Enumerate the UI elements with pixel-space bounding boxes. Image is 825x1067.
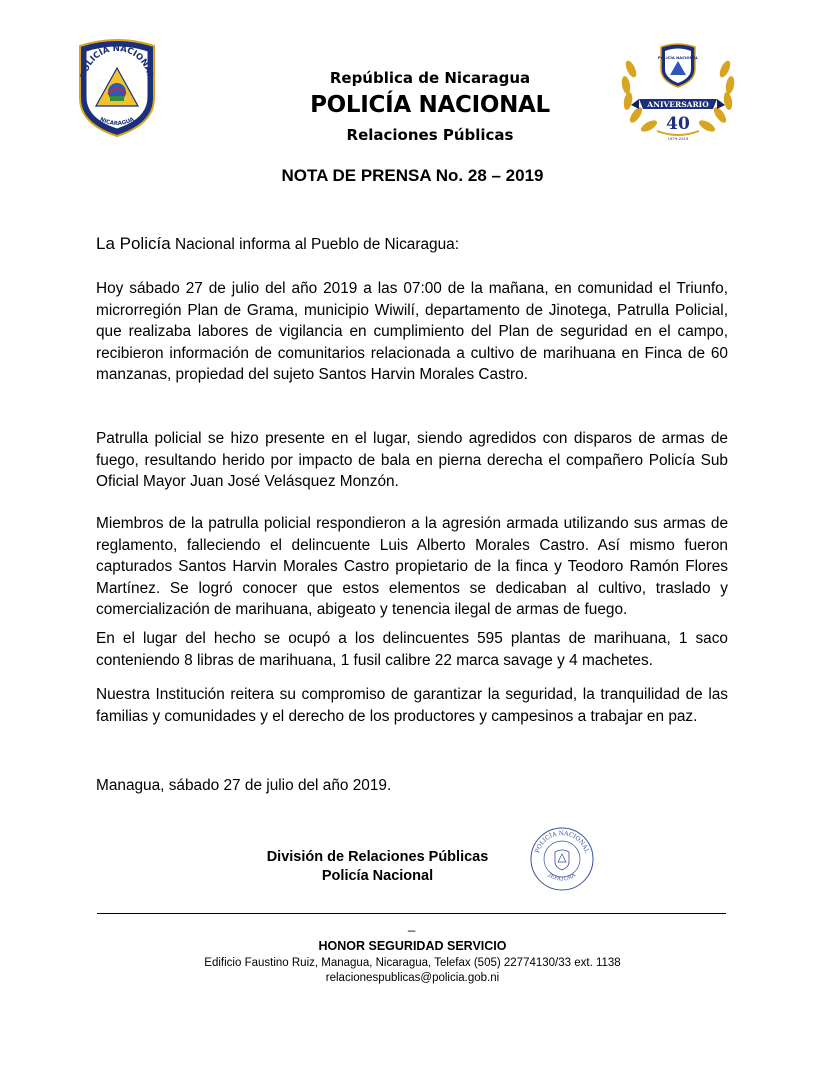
greeting: [96, 233, 728, 256]
header-institution: POLICÍA NACIONAL: [310, 92, 550, 118]
paragraph: En el lugar del hecho se ocupó a los delincuentes 595 plantas de marihuana, 1 saco conteniendo 8 libras de marihuana, 1 fusil calibre 22 marca savage y 4 machetes.: [96, 630, 728, 669]
paragraph: Nuestra Institución reitera su compromiso de garantizar la seguridad, la tranquilidad de las familias y comunidades y el derecho de los productores y campesinos a trabajar en paz.: [96, 686, 728, 725]
policia-nacional-logo: [72, 36, 162, 138]
svg-text:POLICÍA NACIONAL: POLICÍA NACIONAL: [657, 55, 699, 60]
svg-text:POLICÍA NACIONAL: POLICÍA NACIONAL: [79, 43, 155, 80]
header-department: Relaciones Públicas: [346, 126, 514, 144]
greeting-lead: La Policía: [96, 234, 171, 253]
svg-text:NICARAGUA: NICARAGUA: [98, 116, 136, 128]
signature-division: División de Relaciones Públicas: [266, 849, 489, 865]
paragraph: Patrulla policial se hizo presente en el lugar, siendo agredidos con disparos de armas de fuego, resultando herido por impacto de bala en pierna derecha el compañero Policía Sub Oficial Mayor Juan José Velásquez Monzón.: [96, 430, 728, 490]
paragraph: Miembros de la patrulla policial respondieron a la agresión armada utilizando sus armas de reglamento, falleciendo el delincuente Luis Alberto Morales Castro. Así mismo fueron capturados Santos Harvin Morales Castro propietario de la finca y Teodoro Ramón Flores Martínez. Se logró conocer que estos elementos se dedicaban al cultivo, traslado y comercialización de marihuana, abigeato y tenencia ilegal de armas de fuego.: [96, 515, 728, 618]
jefatura-stamp: [529, 826, 595, 892]
svg-text:POLICÍA NACIONAL: POLICÍA NACIONAL: [533, 829, 591, 855]
press-release-title: NOTA DE PRENSA No. 28 – 2019: [281, 166, 544, 185]
closing-date-line: Managua, sábado 27 de julio del año 2019.: [96, 777, 392, 794]
footer-email: relacionespublicas@policia.gob.ni: [325, 972, 500, 984]
svg-text:JEFATURA: JEFATURA: [547, 872, 577, 883]
anniversary-40-logo: [617, 39, 739, 143]
svg-text:40: 40: [666, 114, 690, 134]
svg-text:1979-2019: 1979-2019: [667, 136, 689, 141]
paragraph: Hoy sábado 27 de julio del año 2019 a las 07:00 de la mañana, en comunidad el Triunfo, microrregión Plan de Grama, municipio Wiwilí, departamento de Jinotega, Patrulla Policial, que realizaba labores de vigilancia en cumplimiento del Plan de seguridad en el campo, recibieron información de comunitarios relacionada a cultivo de marihuana en Finca de 60 manzanas, propiedad del sujeto Santos Harvin Morales Castro.: [96, 280, 728, 383]
divider-underscore: _: [408, 917, 416, 932]
svg-text:ANIVERSARIO: ANIVERSARIO: [647, 100, 709, 109]
greeting-rest: Nacional informa al Pueblo de Nicaragua:: [170, 236, 459, 253]
footer-address: Edificio Faustino Ruiz, Managua, Nicaragua, Telefax (505) 22774130/33 ext. 1138: [204, 957, 621, 969]
footer-divider: [97, 913, 726, 914]
header-republic: República de Nicaragua: [329, 69, 531, 87]
signature-institution: Policía Nacional: [321, 868, 434, 884]
footer-motto: HONOR SEGURIDAD SERVICIO: [318, 939, 507, 953]
